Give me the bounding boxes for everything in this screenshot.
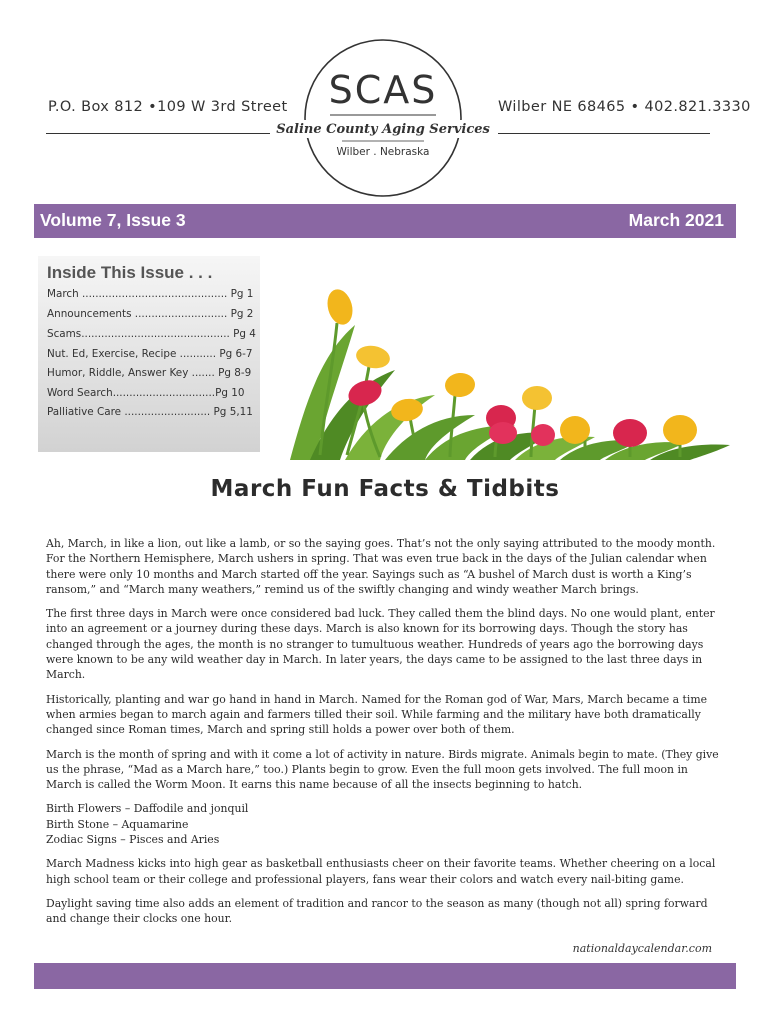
article-paragraph: The first three days in March were once considered bad luck. They called them the blind days. No one would plant, enter into an agreement or a journey during these days. March is also known for its borrowing days. Though the story has changed through the ages, the month is no stranger to tumultuous weather. Hundreds of years ago the borrowing days were known to be any wild weather day in March. In later years, the days came to be assigned to the last three days in March. [46,607,715,682]
table-of-contents [38,256,260,452]
toc-item: Scams............................................. Pg 4 [47,328,256,340]
fact-zodiac-signs: Zodiac Signs – Pisces and Aries [46,833,220,847]
fact-birth-flowers: Birth Flowers – Daffodile and jonquil [46,802,249,816]
article-paragraph: Daylight saving time also adds an element of tradition and rancor to the season as many (though not all) spring forward and change their clocks one hour. [46,896,708,926]
facts-list [46,801,726,847]
address-right-underline [498,133,710,134]
issue-date: March 2021 [628,210,724,230]
toc-item: Announcements ............................ Pg 2 [47,308,254,320]
logo-abbr: SCAS [328,68,438,112]
toc-item: Nut. Ed, Exercise, Recipe ........... Pg 6-7 [47,348,253,360]
toc-title: Inside This Issue . . . [47,263,213,282]
article-paragraph: March is the month of spring and with it come a lot of activity in nature. Birds migrate. Animals begin to mate. (They give us the phrase, “Mad as a March hare,” too.) Plants begin to grow. Even the full moon gets involved. The full moon in March is called the Worm Moon. It earns this name because of all the insects beginning to hatch. [46,747,719,792]
article-paragraph: March Madness kicks into high gear as basketball enthusiasts cheer on their favorite teams. Whether cheering on a local high school team or their college and professional players, fans wear their colors and watch every nail-biting game. [46,857,716,886]
toc-item: Palliative Care .......................... Pg 5,11 [47,406,253,418]
logo-location: Wilber . Nebraska [336,146,430,158]
article-paragraph: Historically, planting and war go hand in hand in March. Named for the Roman god of War, Mars, March became a time when armies began to march again and farmers tilled their soil. While farming and the military have both dramatically changed since Roman times, March and spring still holds a power over both of them. [46,692,708,737]
address-left-underline [46,133,270,134]
address-right: Wilber NE 68465 • 402.821.3330 [498,99,751,115]
toc-item: Word Search...............................Pg 10 [47,387,245,399]
article-title: March Fun Facts & Tidbits [210,476,560,502]
address-left: P.O. Box 812 •109 W 3rd Street [48,99,288,115]
footer-bar [34,963,736,989]
volume-label: Volume 7, Issue 3 [40,210,186,230]
source-credit: nationaldaycalendar.com [572,942,712,955]
tulips-illustration [285,285,735,460]
toc-item: Humor, Riddle, Answer Key ....... Pg 8-9 [47,367,252,379]
article-paragraph: Ah, March, in like a lion, out like a lamb, or so the saying goes. That’s not the only saying attributed to the moody month. For the Northern Hemisphere, March ushers in spring. That was even true back in the days of the Julian calendar when there were only 10 months and March started off the year. Sayings such as “A bushel of March dust is worth a King’s ransom,” and “March many weathers,” remind us of the swiftly changing and windy weather March brings. [46,537,716,596]
toc-item: March ............................................ Pg 1 [47,288,254,300]
fact-birth-stone: Birth Stone – Aquamarine [46,817,189,831]
scas-logo [276,38,490,198]
logo-name: Saline County Aging Services [276,122,490,137]
article-body [46,536,726,936]
